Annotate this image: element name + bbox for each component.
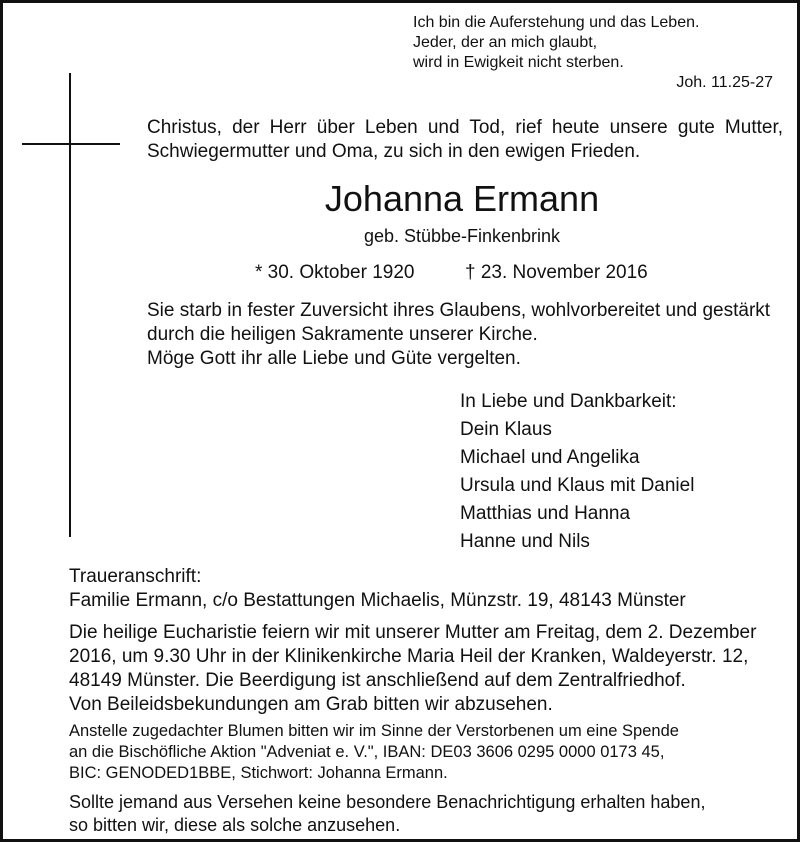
notice-line: Sollte jemand aus Versehen keine besondere Benachrichtigung erhalten haben, [69, 792, 706, 812]
faith-statement [147, 299, 787, 371]
mourning-address [69, 565, 789, 613]
funeral-mass-info [69, 621, 785, 693]
mass-line: 48149 Münster. Die Beerdigung ist anschließend auf dem Zentralfriedhof. [69, 670, 686, 691]
faith-line: Möge Gott ihr alle Liebe und Güte vergelten. [147, 348, 521, 369]
family-member: Dein Klaus [460, 419, 552, 440]
verse-line: wird in Ewigkeit nicht sterben. [413, 54, 624, 71]
family-signature [460, 388, 790, 556]
mass-line: 2016, um 9.30 Uhr in der Klinikenkirche Maria Heil der Kranken, Waldeyerstr. 12, [69, 646, 749, 667]
family-member: Matthias und Hanna [460, 503, 631, 524]
verse-line: Jeder, der an mich glaubt, [413, 34, 598, 51]
donation-line: BIC: GENODED1BBE, Stichwort: Johanna Ermann. [69, 764, 448, 782]
intro-text: Christus, der Herr über Leben und Tod, rief heute unsere gute Mutter, Schwiegermutter und Oma, zu sich in den ewigen Frieden. [147, 117, 783, 162]
maiden-name: geb. Stübbe-Finkenbrink [363, 226, 561, 246]
verse-line: Ich bin die Auferstehung und das Leben. [413, 14, 700, 31]
verse-reference: Joh. 11.25-27 [676, 74, 773, 91]
donation-line: an die Bischöfliche Aktion "Adveniat e. V.", IBAN: DE03 3606 0295 0000 0173 45, [69, 743, 665, 761]
faith-line: durch die heiligen Sakramente unserer Kirche. [147, 324, 538, 345]
family-member: Ursula und Klaus mit Daniel [460, 475, 695, 496]
mass-line: Die heilige Eucharistie feiern wir mit unserer Mutter am Freitag, dem 2. Dezember [69, 622, 757, 643]
bible-verse [413, 13, 773, 93]
deceased-name: Johanna Ermann [324, 178, 600, 219]
notice-line: so bitten wir, diese als solche anzusehen. [69, 815, 401, 835]
condolence-note: Von Beileidsbekundungen am Grab bitten wir abzusehen. [69, 694, 553, 715]
cross-icon-beam [22, 143, 120, 145]
donation-line: Anstelle zugedachter Blumen bitten wir im Sinne der Verstorbenen um eine Spende [69, 722, 679, 740]
address-line: Familie Ermann, c/o Bestattungen Michaelis, Münzstr. 19, 48143 Münster [69, 590, 686, 611]
family-member: Hanne und Nils [460, 531, 590, 552]
faith-line: Sie starb in fester Zuversicht ihres Glaubens, wohlvorbereitet und gestärkt [147, 300, 771, 321]
family-member: Michael und Angelika [460, 447, 640, 468]
donation-request [69, 721, 785, 784]
address-label: Traueranschrift: [69, 566, 202, 587]
death-date: † 23. November 2016 [465, 262, 648, 283]
family-heading: In Liebe und Dankbarkeit: [460, 391, 677, 412]
notification-notice [69, 791, 785, 837]
birth-date: * 30. Oktober 1920 [255, 262, 415, 283]
